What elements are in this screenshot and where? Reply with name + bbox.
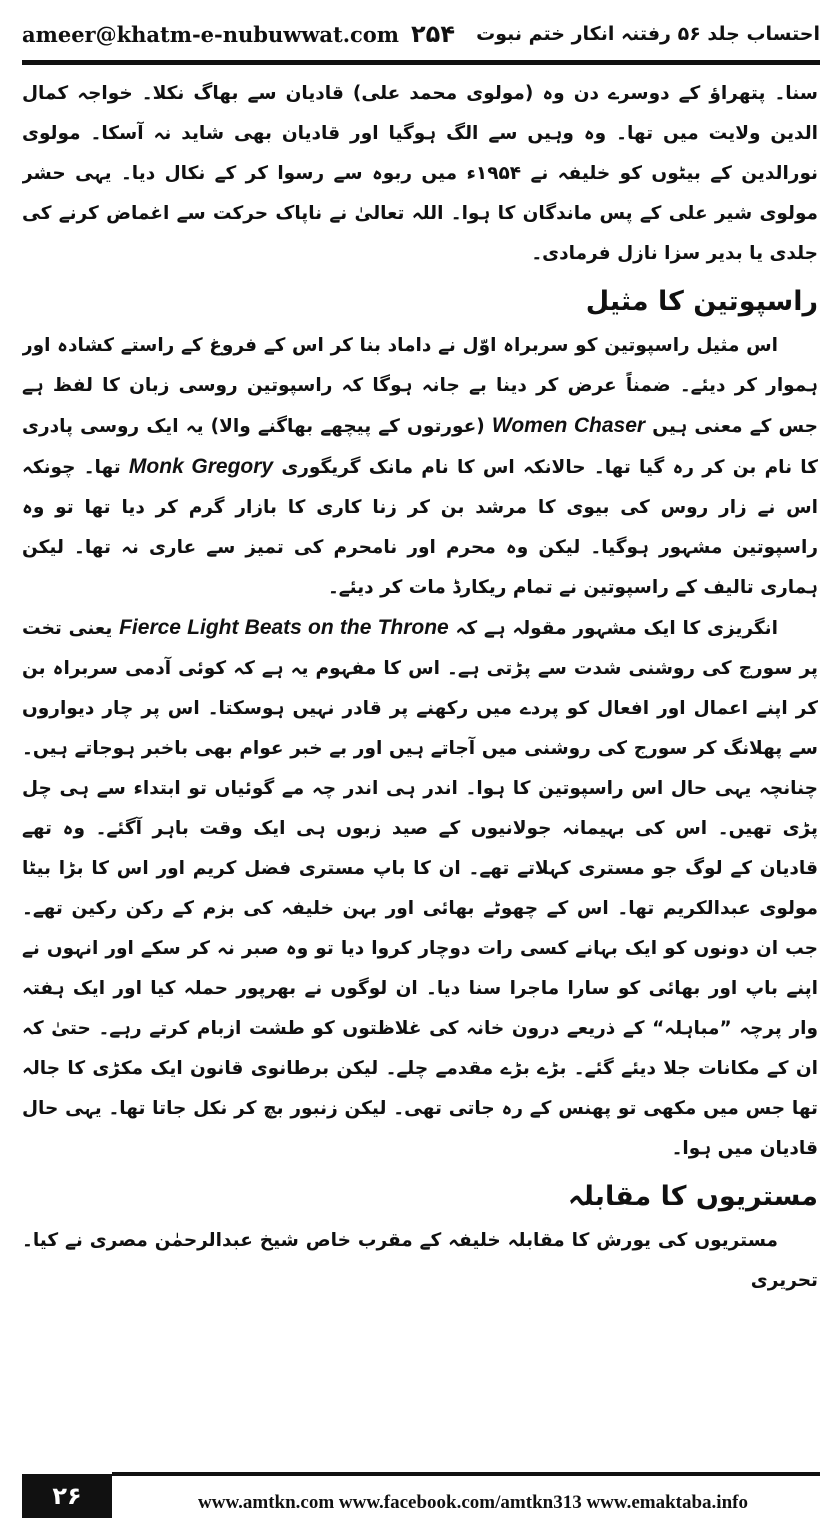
rasputin-text-c: تھا۔ چونکہ اس نے زار روس کی بیوی کا مرشد بن کر زنا کاری کا بازار گرم کر دیا تھا تو وہ راسپوتین مشہور ہوگیا۔ لیکن وہ محرم اور نامحرم کی تمیز سے عاری نہ تھا۔ لیکن ہماری تالیف کے راسپوتین نے تمام ریکارڈ مات کر دیئے۔ [22, 457, 818, 598]
header-page-number: ۲۵۴ [411, 20, 455, 48]
header-left [22, 20, 455, 48]
section-heading-rasputin: راسپوتین کا مثیل [585, 286, 818, 317]
english-women-chaser: Women Chaser [491, 414, 646, 437]
paragraph-intro: سنا۔ پتھراؤ کے دوسرے دن وہ (مولوی محمد علی) قادیان سے بھاگ نکلا۔ خواجہ کمال الدین ولایت میں تھا۔ وہ وہیں سے الگ ہوگیا اور قادیان بھی شاید نہ آسکا۔ مولوی نورالدین کے بیٹوں کو خلیفہ نے ۱۹۵۴ء میں ربوہ سے رسوا کر کے نکال دیا۔ یہی حشر مولوی شیر علی کے پس ماندگان کا ہوا۔ اللہ تعالیٰ نے ناپاک حرکت سے اغماض کرنے کی جلدی یا بدیر سزا نازل فرمادی۔ [22, 83, 818, 264]
proverb-intro: انگریزی کا ایک مشہور مقولہ ہے کہ [455, 618, 778, 639]
proverb-explanation: یعنی تخت پر سورج کی روشنی شدت سے پڑتی ہے۔ اس کا مفہوم یہ ہے کہ کوئی آدمی سربراہ بن کر اپنے اعمال اور افعال کو پردے میں رکھنے پر قادر نہیں ہوسکتا۔ اس پر چار دیواروں سے پھلانگ کر سورج کی روشنی میں آجاتے ہیں اور بے خبر عوام بھی باخبر ہوجاتے ہیں۔ چنانچہ یہی حال اس راسپوتین کا ہوا۔ اندر ہی اندر چہ مے گوئیاں تو ابتداء سے ہی چل پڑی تھیں۔ اس کی بہیمانہ جولانیوں کے صید زبوں ہی ایک وقت باہر آگئے۔ وہ تھے قادیان کے لوگ جو مستری کہلاتے تھے۔ ان کا باپ مستری فضل کریم اور اس کا بڑا بیٹا مولوی عبدالکریم تھا۔ اس کے چھوٹے بھائی اور بہن خلیفہ کی بزم کے رکن رکین تھے۔ جب ان دونوں کو ایک بہانے کسی رات دوچار کروا دیا تو وہ صبر نہ کر سکے اور انہوں نے اپنے باپ اور بھائی کو سارا ماجرا سنا دیا۔ ان لوگوں نے بھرپور حملہ کیا اور ایک ہفتہ وار پرچہ ”مباہلہ“ کے ذریعے درون خانہ کی غلاظتوں کو طشت ازبام کرتے رہے۔ حتیٰ کہ ان کے مکانات جلا دیئے گئے۔ بڑے بڑے مقدمے چلے۔ لیکن برطانوی قانون ایک مکڑی کا جالہ تھا جس میں مکھی تو پھنس کے رہ جاتی تھی۔ لیکن زنبور بچ کر نکل جاتا تھا۔ یہی حال قادیان میں ہوا۔ [22, 618, 818, 1159]
header-book-title: احتساب جلد ۵۶ رفتنہ انکار ختم نبوت [476, 23, 820, 45]
paragraph-mistris-1: مستریوں کی یورش کا مقابلہ خلیفہ کے مقرب خاص شیخ عبدالرحمٰن مصری نے کیا۔ تحریری [22, 1230, 818, 1291]
page-header [22, 14, 820, 54]
footer-rule [112, 1472, 820, 1476]
page-footer [22, 1472, 820, 1518]
header-email[interactable]: ameer@khatm-e-nubuwwat.com [22, 21, 400, 47]
footer-urls[interactable]: www.amtkn.com www.facebook.com/amtkn313 www.emaktaba.info [198, 1492, 748, 1513]
paragraph-rasputin-2 [22, 608, 818, 1169]
body-text [22, 74, 818, 1456]
rasputin-text-a: اس مثیل راسپوتین کو سربراہ اوّل نے داماد بنا کر اس کے فروغ کے راستے کشادہ اور ہموار کر دیئے۔ ضمناً عرض کر دینا بے جانہ ہوگا کہ راسپوتین روسی زبان کا لفظ ہے جس کے معنی ہیں [22, 335, 818, 437]
english-monk-gregory: Monk Gregory [128, 455, 274, 478]
rasputin-text-b: (عورتوں کے پیچھے بھاگنے والا) یہ ایک روسی پادری کا نام بن کر رہ گیا تھا۔ حالانکہ اس کا نام مانک گریگوری [22, 416, 818, 478]
footer-page-number: ۲۶ [22, 1474, 112, 1518]
paragraph-rasputin-1 [22, 326, 818, 608]
section-heading-mistris: مستریوں کا مقابلہ [567, 1181, 818, 1212]
english-proverb: Fierce Light Beats on the Throne [119, 616, 449, 639]
header-rule [22, 60, 820, 65]
